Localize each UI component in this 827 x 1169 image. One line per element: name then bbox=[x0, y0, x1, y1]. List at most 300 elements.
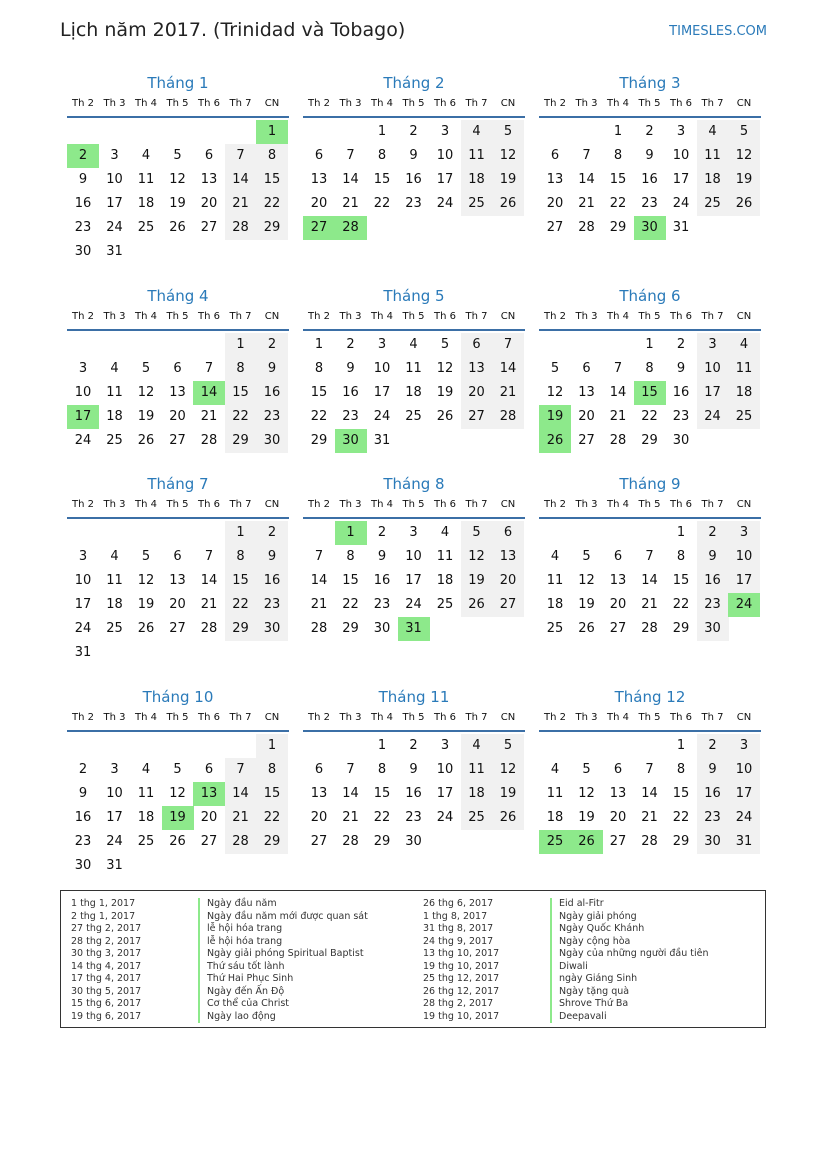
day-cell: 16 bbox=[405, 786, 422, 801]
weekday-label: Th 4 bbox=[371, 311, 393, 322]
day-cell: 24 bbox=[436, 810, 454, 825]
day-cell: 7 bbox=[582, 148, 591, 163]
legend-holiday-name: Cơ thể của Christ bbox=[198, 998, 289, 1011]
day-cell: 19 bbox=[492, 782, 524, 806]
day-cell: 26 bbox=[169, 220, 186, 235]
day-cell: 15 bbox=[672, 573, 690, 588]
day-cell: 10 bbox=[436, 762, 454, 777]
holiday-day-cell: 26 bbox=[539, 429, 571, 453]
day-cell: 10 bbox=[106, 172, 123, 187]
day-cell: 23 bbox=[74, 220, 92, 235]
weekday-label: Th 2 bbox=[544, 311, 566, 322]
day-cell: 8 bbox=[676, 549, 686, 564]
day-cell: 3 bbox=[78, 361, 88, 376]
day-cell: 5 bbox=[461, 521, 493, 545]
day-cell: 9 bbox=[256, 545, 288, 569]
day-cell: 20 bbox=[461, 381, 493, 405]
day-cell: 30 bbox=[697, 830, 729, 854]
weekday-label: Th 5 bbox=[166, 311, 189, 322]
weekday-label: Th 5 bbox=[638, 712, 661, 723]
day-cell: 20 bbox=[200, 810, 218, 825]
day-cell: 12 bbox=[492, 144, 524, 168]
legend-date: 25 thg 12, 2017 bbox=[423, 973, 500, 984]
day-cell: 13 bbox=[492, 545, 524, 569]
day-cell: 2 bbox=[697, 521, 729, 545]
day-cell: 4 bbox=[461, 120, 493, 144]
weekday-label: Th 2 bbox=[72, 712, 94, 723]
day-cell: 23 bbox=[373, 597, 391, 612]
day-cell: 24 bbox=[106, 834, 123, 849]
day-cell: 29 bbox=[256, 830, 288, 854]
day-cell: 25 bbox=[106, 433, 123, 448]
day-cell: 5 bbox=[141, 361, 151, 376]
day-cell: 12 bbox=[578, 786, 595, 801]
day-cell: 17 bbox=[697, 381, 729, 405]
holiday-legend bbox=[60, 890, 766, 1028]
day-cell: 12 bbox=[137, 385, 155, 400]
day-cell: 30 bbox=[256, 429, 288, 453]
day-cell: 21 bbox=[609, 409, 627, 424]
weekday-label: Th 3 bbox=[575, 98, 598, 109]
day-cell: 4 bbox=[110, 361, 119, 376]
day-cell: 16 bbox=[672, 385, 690, 400]
legend-holiday-name: Ngày giải phóng Spiritual Baptist bbox=[198, 948, 364, 961]
day-cell: 3 bbox=[440, 738, 450, 753]
weekday-label: Th 2 bbox=[72, 311, 94, 322]
day-cell: 14 bbox=[609, 385, 627, 400]
weekday-label: Th 3 bbox=[575, 311, 598, 322]
day-cell: 5 bbox=[582, 549, 591, 564]
day-cell: 10 bbox=[697, 357, 729, 381]
day-cell: 17 bbox=[74, 597, 92, 612]
day-cell: 2 bbox=[409, 738, 418, 753]
day-cell: 25 bbox=[461, 806, 493, 830]
weekday-label: Th 2 bbox=[72, 499, 94, 510]
day-cell: 20 bbox=[200, 196, 218, 211]
day-cell: 10 bbox=[74, 385, 92, 400]
month-title: Tháng 7 bbox=[147, 475, 209, 493]
day-cell: 17 bbox=[405, 573, 422, 588]
weekday-label: Th 5 bbox=[638, 499, 661, 510]
day-cell: 8 bbox=[346, 549, 355, 564]
day-cell: 8 bbox=[377, 762, 387, 777]
day-cell: 21 bbox=[225, 806, 257, 830]
day-cell: 1 bbox=[225, 333, 257, 357]
month-2 bbox=[303, 72, 525, 235]
day-cell: 15 bbox=[672, 786, 690, 801]
day-cell: 22 bbox=[342, 597, 359, 612]
weekday-label: Th 4 bbox=[371, 712, 393, 723]
legend-holiday-name: Ngày tặng quà bbox=[550, 986, 629, 999]
day-cell: 17 bbox=[672, 172, 690, 187]
day-cell: 9 bbox=[346, 361, 355, 376]
day-cell: 13 bbox=[310, 172, 328, 187]
weekday-header bbox=[539, 712, 761, 726]
legend-date: 17 thg 4, 2017 bbox=[71, 973, 142, 984]
day-cell: 7 bbox=[225, 144, 257, 168]
weekday-label: Th 3 bbox=[339, 499, 362, 510]
weekday-label: CN bbox=[264, 712, 280, 723]
legend-holiday-name: Thứ sáu tốt lành bbox=[198, 961, 284, 974]
day-cell: 12 bbox=[492, 758, 524, 782]
day-cell: 17 bbox=[106, 196, 123, 211]
day-cell: 18 bbox=[461, 782, 493, 806]
holiday-day-cell: 26 bbox=[571, 830, 603, 854]
holiday-day-cell: 15 bbox=[634, 381, 666, 405]
day-cell: 8 bbox=[645, 361, 654, 376]
day-cell: 20 bbox=[609, 810, 627, 825]
day-cell: 20 bbox=[546, 196, 564, 211]
day-cell: 14 bbox=[200, 573, 218, 588]
day-cell: 7 bbox=[645, 762, 654, 777]
day-cell: 7 bbox=[645, 549, 654, 564]
weekday-label: CN bbox=[736, 712, 752, 723]
day-cell: 22 bbox=[609, 196, 627, 211]
holiday-day-cell: 19 bbox=[539, 405, 571, 429]
day-cell: 13 bbox=[310, 786, 328, 801]
weekday-label: CN bbox=[264, 499, 280, 510]
day-cell: 21 bbox=[492, 381, 524, 405]
holiday-day-cell: 2 bbox=[67, 144, 99, 168]
legend-date: 19 thg 6, 2017 bbox=[71, 1010, 142, 1022]
weekday-label: Th 3 bbox=[103, 712, 126, 723]
day-cell: 23 bbox=[342, 409, 359, 424]
day-cell: 28 bbox=[641, 834, 658, 849]
day-cell: 7 bbox=[314, 549, 324, 564]
legend-date: 24 thg 9, 2017 bbox=[423, 935, 494, 947]
day-cell: 14 bbox=[641, 786, 658, 801]
day-cell: 6 bbox=[461, 333, 493, 357]
day-cell: 13 bbox=[200, 172, 218, 187]
day-cell: 3 bbox=[110, 762, 119, 777]
day-cell: 26 bbox=[169, 834, 186, 849]
weekday-header bbox=[67, 712, 289, 726]
day-cell: 1 bbox=[645, 337, 654, 352]
month-title: Tháng 10 bbox=[142, 688, 214, 706]
day-cell: 24 bbox=[405, 597, 422, 612]
day-cell: 22 bbox=[672, 810, 690, 825]
day-cell: 15 bbox=[256, 168, 288, 192]
legend-date: 31 thg 8, 2017 bbox=[423, 923, 494, 934]
day-cell: 29 bbox=[256, 216, 288, 240]
day-cell: 22 bbox=[672, 597, 690, 612]
day-cell: 12 bbox=[546, 385, 564, 400]
day-cell: 14 bbox=[342, 786, 359, 801]
day-cell: 4 bbox=[409, 337, 418, 352]
weekday-label: CN bbox=[736, 311, 752, 322]
day-cell: 27 bbox=[310, 834, 328, 849]
day-cell: 1 bbox=[613, 124, 623, 139]
day-cell: 25 bbox=[106, 621, 123, 636]
day-cell: 6 bbox=[613, 549, 623, 564]
day-cell: 22 bbox=[256, 806, 288, 830]
holiday-day-cell: 19 bbox=[162, 806, 194, 830]
weekday-header bbox=[303, 98, 525, 112]
day-cell: 6 bbox=[204, 762, 214, 777]
day-cell: 22 bbox=[373, 810, 391, 825]
day-cell: 20 bbox=[169, 597, 186, 612]
weekday-label: Th 7 bbox=[229, 311, 252, 322]
month-divider bbox=[67, 329, 289, 331]
weekday-label: CN bbox=[500, 98, 516, 109]
day-cell: 25 bbox=[461, 192, 493, 216]
day-cell: 30 bbox=[405, 834, 422, 849]
day-cell: 15 bbox=[609, 172, 627, 187]
day-cell: 18 bbox=[461, 168, 493, 192]
weekday-label: Th 4 bbox=[135, 499, 157, 510]
weekday-label: Th 4 bbox=[371, 98, 393, 109]
day-cell: 28 bbox=[310, 621, 328, 636]
day-cell: 22 bbox=[256, 192, 288, 216]
holiday-day-cell: 14 bbox=[193, 381, 225, 405]
day-cell: 20 bbox=[169, 409, 186, 424]
day-cell: 14 bbox=[310, 573, 328, 588]
day-cell: 3 bbox=[728, 734, 760, 758]
weekday-label: Th 4 bbox=[371, 499, 393, 510]
day-cell: 29 bbox=[342, 621, 359, 636]
legend-holiday-name: Diwali bbox=[550, 961, 588, 974]
legend-holiday-name: Deepavali bbox=[550, 1011, 607, 1024]
day-cell: 6 bbox=[550, 148, 560, 163]
weekday-label: Th 6 bbox=[670, 311, 692, 322]
month-8 bbox=[303, 473, 525, 636]
day-cell: 19 bbox=[578, 810, 595, 825]
day-cell: 28 bbox=[609, 433, 627, 448]
day-cell: 23 bbox=[641, 196, 658, 211]
legend-holiday-name: Ngày của những người đầu tiên bbox=[550, 948, 709, 961]
day-cell: 24 bbox=[373, 409, 391, 424]
day-cell: 24 bbox=[697, 405, 729, 429]
month-divider bbox=[67, 517, 289, 519]
day-cell: 15 bbox=[342, 573, 359, 588]
day-cell: 19 bbox=[461, 569, 493, 593]
day-cell: 4 bbox=[697, 120, 729, 144]
weekday-label: Th 3 bbox=[103, 499, 126, 510]
day-cell: 16 bbox=[641, 172, 658, 187]
day-cell: 11 bbox=[728, 357, 760, 381]
month-divider bbox=[539, 116, 761, 118]
weekday-header bbox=[67, 499, 289, 513]
weekday-label: Th 6 bbox=[434, 98, 456, 109]
day-cell: 11 bbox=[697, 144, 729, 168]
legend-date: 28 thg 2, 2017 bbox=[71, 935, 142, 947]
day-cell: 24 bbox=[74, 433, 92, 448]
weekday-label: Th 5 bbox=[402, 499, 425, 510]
day-cell: 9 bbox=[697, 545, 729, 569]
day-cell: 13 bbox=[609, 573, 627, 588]
day-cell: 23 bbox=[74, 834, 92, 849]
day-cell: 7 bbox=[204, 361, 214, 376]
day-cell: 8 bbox=[225, 357, 257, 381]
day-cell: 4 bbox=[440, 525, 450, 540]
day-cell: 27 bbox=[169, 621, 186, 636]
day-cell: 2 bbox=[256, 521, 288, 545]
weekday-label: Th 3 bbox=[103, 311, 126, 322]
month-title: Tháng 12 bbox=[614, 688, 686, 706]
day-cell: 20 bbox=[310, 196, 328, 211]
day-cell: 2 bbox=[409, 124, 418, 139]
day-cell: 30 bbox=[74, 244, 92, 259]
day-cell: 11 bbox=[137, 172, 155, 187]
day-cell: 6 bbox=[173, 549, 182, 564]
day-cell: 19 bbox=[137, 597, 155, 612]
day-cell: 4 bbox=[141, 148, 151, 163]
month-title: Tháng 1 bbox=[147, 74, 209, 92]
day-cell: 2 bbox=[697, 734, 729, 758]
legend-holiday-name: ngày Giáng Sinh bbox=[550, 973, 637, 986]
weekday-label: Th 3 bbox=[103, 98, 126, 109]
day-cell: 26 bbox=[137, 621, 155, 636]
day-cell: 14 bbox=[578, 172, 595, 187]
day-cell: 21 bbox=[200, 409, 218, 424]
day-cell: 14 bbox=[225, 782, 257, 806]
day-cell: 25 bbox=[728, 405, 760, 429]
day-cell: 22 bbox=[641, 409, 658, 424]
day-cell: 15 bbox=[310, 385, 328, 400]
month-divider bbox=[67, 116, 289, 118]
day-cell: 23 bbox=[697, 806, 729, 830]
day-cell: 17 bbox=[436, 786, 454, 801]
legend-holiday-name: Ngày đầu năm mới được quan sát bbox=[198, 911, 368, 924]
day-cell: 13 bbox=[609, 786, 627, 801]
day-cell: 21 bbox=[225, 192, 257, 216]
month-divider bbox=[539, 329, 761, 331]
day-cell: 31 bbox=[74, 645, 92, 660]
day-cell: 7 bbox=[492, 333, 524, 357]
day-cell: 6 bbox=[613, 762, 623, 777]
day-cell: 16 bbox=[256, 569, 288, 593]
month-divider bbox=[303, 329, 525, 331]
day-cell: 3 bbox=[409, 525, 418, 540]
day-cell: 14 bbox=[492, 357, 524, 381]
day-cell: 30 bbox=[256, 617, 288, 641]
day-cell: 21 bbox=[342, 810, 359, 825]
weekday-label: Th 6 bbox=[434, 499, 456, 510]
day-cell: 10 bbox=[728, 758, 760, 782]
legend-date: 26 thg 12, 2017 bbox=[423, 985, 500, 997]
day-cell: 9 bbox=[78, 172, 88, 187]
day-cell: 14 bbox=[342, 172, 359, 187]
day-cell: 26 bbox=[492, 192, 524, 216]
day-cell: 3 bbox=[676, 124, 686, 139]
legend-holiday-name: Ngày đầu năm bbox=[198, 898, 277, 911]
site-link[interactable]: TIMESLES.COM bbox=[669, 24, 767, 39]
day-cell: 5 bbox=[440, 337, 450, 352]
day-cell: 20 bbox=[609, 597, 627, 612]
weekday-label: Th 7 bbox=[701, 499, 724, 510]
day-cell: 25 bbox=[546, 621, 564, 636]
day-cell: 11 bbox=[137, 786, 155, 801]
month-divider bbox=[539, 730, 761, 732]
weekday-label: CN bbox=[500, 712, 516, 723]
holiday-day-cell: 13 bbox=[193, 782, 225, 806]
weekday-label: Th 6 bbox=[198, 98, 220, 109]
day-cell: 25 bbox=[697, 192, 729, 216]
day-cell: 16 bbox=[697, 569, 729, 593]
day-cell: 2 bbox=[78, 762, 88, 777]
day-cell: 31 bbox=[106, 244, 123, 259]
weekday-label: Th 7 bbox=[229, 98, 252, 109]
day-cell: 19 bbox=[578, 597, 595, 612]
weekday-header bbox=[67, 311, 289, 325]
day-cell: 16 bbox=[256, 381, 288, 405]
day-cell: 31 bbox=[106, 858, 123, 873]
day-cell: 8 bbox=[314, 361, 324, 376]
day-cell: 27 bbox=[609, 834, 627, 849]
day-cell: 1 bbox=[256, 734, 288, 758]
day-cell: 10 bbox=[74, 573, 92, 588]
day-cell: 30 bbox=[74, 858, 92, 873]
day-cell: 27 bbox=[546, 220, 564, 235]
day-cell: 18 bbox=[728, 381, 760, 405]
day-cell: 6 bbox=[582, 361, 591, 376]
legend-holiday-name: Shrove Thứ Ba bbox=[550, 998, 628, 1011]
day-cell: 31 bbox=[373, 433, 391, 448]
legend-date: 14 thg 4, 2017 bbox=[71, 960, 142, 972]
day-cell: 8 bbox=[256, 758, 288, 782]
month-title: Tháng 9 bbox=[619, 475, 681, 493]
day-cell: 12 bbox=[728, 144, 760, 168]
day-cell: 31 bbox=[728, 830, 760, 854]
weekday-label: Th 5 bbox=[638, 98, 661, 109]
day-cell: 28 bbox=[200, 621, 218, 636]
day-cell: 18 bbox=[697, 168, 729, 192]
weekday-header bbox=[539, 98, 761, 112]
day-cell: 23 bbox=[697, 593, 729, 617]
weekday-header bbox=[303, 712, 525, 726]
legend-holiday-name: Eid al-Fitr bbox=[550, 898, 604, 911]
weekday-header bbox=[303, 499, 525, 513]
month-title: Tháng 6 bbox=[619, 287, 681, 305]
day-cell: 24 bbox=[74, 621, 92, 636]
month-title: Tháng 4 bbox=[147, 287, 209, 305]
day-cell: 28 bbox=[225, 216, 257, 240]
month-divider bbox=[303, 730, 525, 732]
day-cell: 13 bbox=[546, 172, 564, 187]
legend-date: 2 thg 1, 2017 bbox=[71, 910, 136, 922]
day-cell: 1 bbox=[676, 738, 686, 753]
day-cell: 11 bbox=[405, 361, 422, 376]
legend-holiday-name: lễ hội hóa trang bbox=[198, 936, 282, 949]
day-cell: 12 bbox=[137, 573, 155, 588]
weekday-label: Th 5 bbox=[166, 712, 189, 723]
weekday-label: Th 2 bbox=[544, 98, 566, 109]
day-cell: 10 bbox=[405, 549, 422, 564]
day-cell: 8 bbox=[676, 762, 686, 777]
weekday-label: Th 7 bbox=[229, 499, 252, 510]
day-cell: 2 bbox=[676, 337, 686, 352]
month-title: Tháng 8 bbox=[383, 475, 445, 493]
day-cell: 6 bbox=[492, 521, 524, 545]
day-cell: 24 bbox=[728, 806, 760, 830]
weekday-label: Th 7 bbox=[701, 98, 724, 109]
weekday-label: Th 7 bbox=[701, 712, 724, 723]
month-9 bbox=[539, 473, 761, 636]
day-cell: 19 bbox=[492, 168, 524, 192]
day-cell: 18 bbox=[106, 597, 123, 612]
day-cell: 16 bbox=[373, 573, 391, 588]
day-cell: 2 bbox=[346, 337, 355, 352]
day-cell: 5 bbox=[173, 148, 182, 163]
day-cell: 9 bbox=[697, 758, 729, 782]
weekday-label: Th 3 bbox=[339, 712, 362, 723]
month-divider bbox=[303, 116, 525, 118]
weekday-header bbox=[303, 311, 525, 325]
legend-date: 26 thg 6, 2017 bbox=[423, 898, 494, 909]
day-cell: 21 bbox=[641, 810, 658, 825]
day-cell: 20 bbox=[578, 409, 595, 424]
month-title: Tháng 11 bbox=[378, 688, 450, 706]
